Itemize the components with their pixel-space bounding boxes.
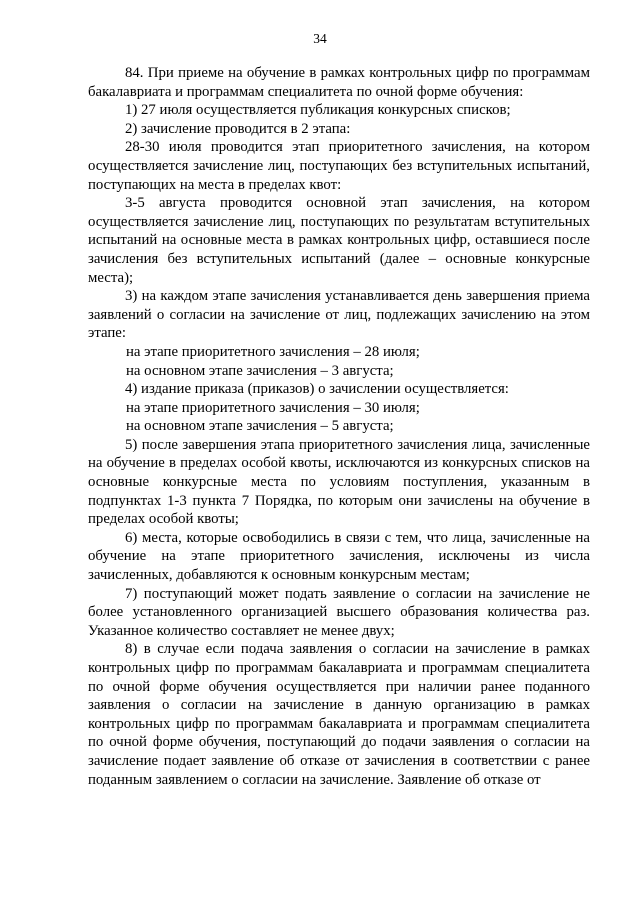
item-5-special-quota: 5) после завершения этапа приоритетного зачисления лица, зачисленные на обучение в пределах особой квоты, исключаются из конкурсных списков на основные конкурсные места по условиям поступления, указанным в подпунктах 1-3 пункта 7 Порядка, по которым они зачислены на обучение в пределах особой квоты; bbox=[88, 436, 590, 528]
document-body bbox=[88, 64, 590, 789]
main-stage-paragraph: 3-5 августа проводится основной этап зачисления, на котором осуществляется зачисление лиц, поступающих по результатам вступительных испытаний на основные места в рамках контрольных цифр, оставшиеся после зачисления без вступительных испытаний (далее – основные конкурсные места); bbox=[88, 195, 590, 286]
item-8-refusal: 8) в случае если подача заявления о согласии на зачисление в рамках контрольных цифр по программам бакалавриата и программам специалитета по очной форме обучения осуществляется при наличии ранее поданного заявления о согласии на зачисление в данную организацию в рамках контрольных цифр по программам бакалавриата и программам специалитета по очной форме обучения, поступающий до подачи заявления о согласии на зачисление подает заявление об отказе от зачисления в соответствии с ранее поданным заявлением о согласии на зачисление. Заявление об отказе от bbox=[88, 641, 590, 788]
priority-stage-paragraph: 28-30 июля проводится этап приоритетного зачисления, на котором осуществляется зачисление лиц, поступающих без вступительных испытаний, поступающих на места в пределах квот: bbox=[88, 139, 590, 193]
deadline-priority-stage: на этапе приоритетного зачисления – 28 июля; bbox=[126, 343, 420, 360]
item-3-deadline: 3) на каждом этапе зачисления устанавливается день завершения приема заявлений о согласии на зачисление от лиц, подлежащих зачислению на этом этапе: bbox=[88, 288, 590, 342]
paragraph-84-intro: 84. При приеме на обучение в рамках контрольных цифр по программам бакалавриата и программам специалитета по очной форме обучения: bbox=[88, 65, 590, 100]
order-priority-stage: на этапе приоритетного зачисления – 30 июля; bbox=[126, 399, 420, 416]
item-2-stages: 2) зачисление проводится в 2 этапа: bbox=[125, 120, 351, 137]
item-6-freed-places: 6) места, которые освободились в связи с тем, что лица, зачисленные на обучение на этапе приоритетного зачисления, исключены из числа зачисленных, добавляются к основным конкурсным местам; bbox=[88, 529, 590, 584]
item-1-publication: 1) 27 июля осуществляется публикация конкурсных списков; bbox=[125, 102, 511, 119]
page-number: 34 bbox=[313, 31, 327, 46]
item-7-consent-limit: 7) поступающий может подать заявление о согласии на зачисление не более установленного организацией высшего образования количества раз. Указанное количество составляет не менее двух; bbox=[88, 585, 590, 639]
deadline-main-stage: на основном этапе зачисления – 3 августа; bbox=[126, 362, 394, 379]
order-main-stage: на основном этапе зачисления – 5 августа; bbox=[126, 418, 394, 435]
item-4-orders: 4) издание приказа (приказов) о зачислении осуществляется: bbox=[125, 381, 509, 398]
